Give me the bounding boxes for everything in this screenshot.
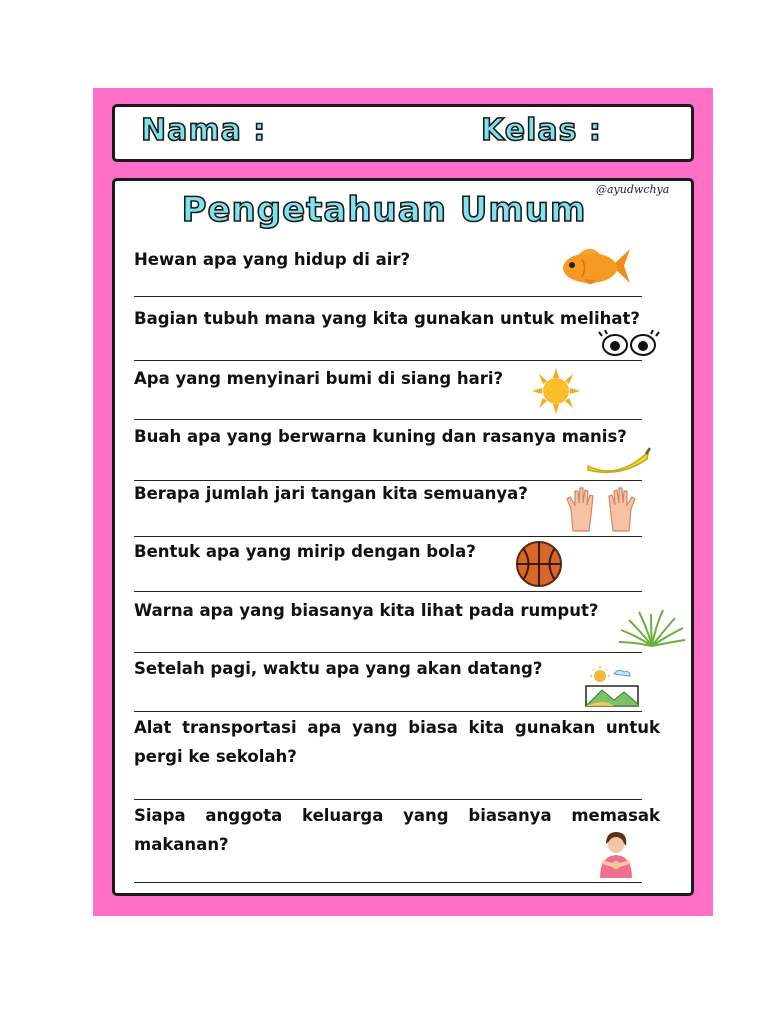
class-label: Kelas : xyxy=(481,113,602,148)
eyes-icon xyxy=(598,330,660,358)
goldfish-icon xyxy=(560,243,632,289)
answer-line-6[interactable] xyxy=(134,591,642,592)
name-label: Nama : xyxy=(141,113,267,148)
basketball-icon xyxy=(514,540,564,588)
question-3: Apa yang menyinari bumi di siang hari? xyxy=(134,369,504,388)
grass-icon xyxy=(617,608,687,648)
hands-icon xyxy=(565,485,637,533)
question-5: Berapa jumlah jari tangan kita semuanya? xyxy=(134,484,528,503)
question-10: Siapa anggota keluarga yang biasanya memasak makanan? xyxy=(134,806,660,854)
question-8: Setelah pagi, waktu apa yang akan datang? xyxy=(134,659,543,678)
name-class-box xyxy=(112,104,694,162)
answer-line-9[interactable] xyxy=(134,799,642,800)
mother-icon xyxy=(592,830,640,880)
sun-icon xyxy=(532,368,580,414)
answer-line-5[interactable] xyxy=(134,536,642,537)
answer-line-8[interactable] xyxy=(134,711,642,712)
answer-line-7[interactable] xyxy=(134,652,642,653)
banana-icon xyxy=(586,446,652,478)
answer-line-2[interactable] xyxy=(134,360,642,361)
credit-handle: @ayudwchya xyxy=(596,183,670,196)
answer-line-10[interactable] xyxy=(134,882,642,883)
answer-line-4[interactable] xyxy=(134,480,642,481)
question-7: Warna apa yang biasanya kita lihat pada rumput? xyxy=(134,601,599,620)
question-2: Bagian tubuh mana yang kita gunakan untuk melihat? xyxy=(134,309,640,328)
question-9: Alat transportasi apa yang biasa kita gunakan untuk pergi ke sekolah? xyxy=(134,718,660,766)
answer-line-1[interactable] xyxy=(134,296,642,297)
question-6: Bentuk apa yang mirip dengan bola? xyxy=(134,542,476,561)
landscape-icon xyxy=(584,664,640,708)
answer-line-3[interactable] xyxy=(134,419,642,420)
question-1: Hewan apa yang hidup di air? xyxy=(134,250,411,269)
question-4: Buah apa yang berwarna kuning dan rasanya manis? xyxy=(134,427,627,446)
worksheet-title: Pengetahuan Umum xyxy=(181,190,587,230)
